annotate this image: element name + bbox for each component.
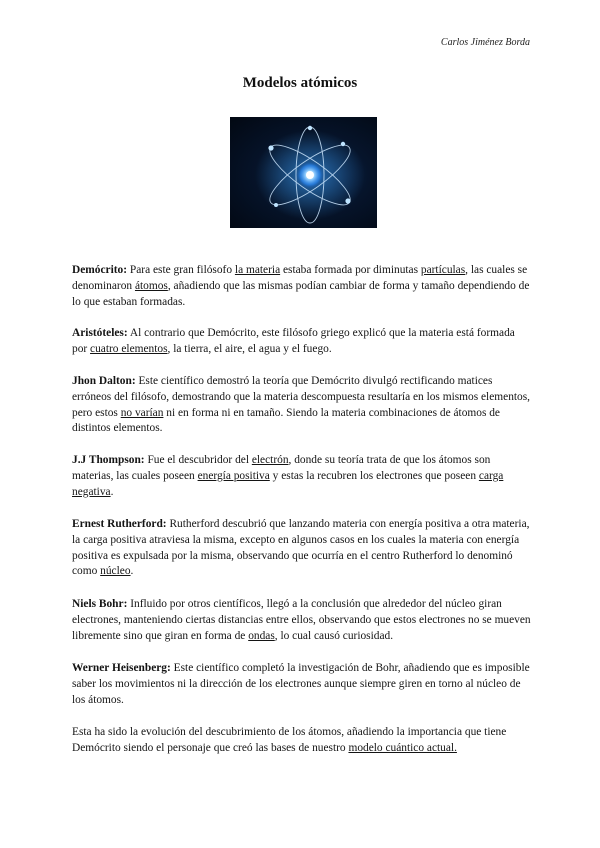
- underlined-term: ondas: [248, 629, 275, 642]
- section-heading: Niels Bohr:: [72, 598, 128, 610]
- paragraph-aristoteles: [72, 326, 532, 358]
- section-heading: Demócrito:: [72, 264, 128, 276]
- underlined-term: modelo cuántico actual.: [348, 741, 457, 754]
- paragraph-text: , donde su teoría trata de que los átomos son materias, las cuales poseen: [72, 454, 491, 482]
- underlined-term: carga negativa: [72, 469, 504, 498]
- paragraph-conclusion: [72, 725, 532, 757]
- paragraph-text: , la tierra, el aire, el agua y el fuego.: [167, 342, 332, 355]
- paragraph-text: .: [110, 485, 114, 498]
- atom-icon: [230, 117, 377, 228]
- section-heading: Werner Heisenberg:: [72, 662, 171, 674]
- paragraph-bohr: [72, 597, 532, 644]
- underlined-term: partículas: [420, 264, 466, 276]
- underlined-term: la materia: [234, 264, 281, 276]
- underlined-term: cuatro elementos: [90, 342, 168, 355]
- paragraph-text: Al contrario que Demócrito, este filósofo griego explicó que la materia está formada por: [72, 327, 515, 355]
- paragraph-text: y estas la recubren los electrones que poseen: [269, 469, 479, 482]
- paragraph-text: , añadiendo que las mismas podían cambiar de forma y tamaño dependiendo de lo que estaban formadas.: [72, 279, 530, 308]
- paragraph-dalton: [72, 374, 532, 437]
- paragraph-heisenberg: [72, 661, 532, 708]
- paragraph-text: , las cuales se denominaron: [72, 264, 528, 292]
- paragraph-text: Influido por otros científicos, llegó a la conclusión que alrededor del núcleo giran electrones, manteniendo ciertas distancias entre ellos, observando que estos electrones no se mueven libremente sino que giran en forma de: [72, 598, 531, 642]
- section-heading: Jhon Dalton:: [72, 375, 136, 387]
- paragraph-text: estaba formada por diminutas: [280, 264, 421, 276]
- underlined-term: energía positiva: [197, 469, 270, 482]
- page-title: Modelos atómicos: [242, 75, 358, 91]
- paragraph-text: .: [130, 565, 134, 578]
- underlined-term: no varían: [120, 406, 164, 419]
- paragraph-democrito: [72, 263, 532, 310]
- paragraph-text: Esta ha sido la evolución del descubrimiento de los átomos, añadiendo la importancia que tiene Demócrito siendo el personaje que creó las bases de nuestro: [72, 726, 507, 754]
- section-heading: Ernest Rutherford:: [72, 518, 167, 530]
- paragraph-rutherford: [72, 517, 532, 580]
- paragraph-text: ni en forma ni en tamaño. Siendo la materia combinaciones de átomos de distintos elementos.: [72, 406, 500, 435]
- paragraph-text: Rutherford descubrió que lanzando materia con energía positiva a otra materia, la carga positiva atraviesa la misma, excepto en algunos casos en los cuales la materia con energía positiva es expulsada por la misma, observando que ocurría en el centro Rutherford lo denominó como: [72, 518, 530, 578]
- section-heading: Aristóteles:: [72, 327, 128, 339]
- underlined-term: átomos: [134, 279, 168, 292]
- paragraph-text: Este científico completó la investigación de Bohr, añadiendo que es imposible saber los movimientos ni la dirección de los electrones aunque siempre giren en torno al núcleo de los átomos.: [72, 662, 530, 706]
- underlined-term: núcleo: [100, 565, 131, 578]
- paragraph-text: Fue el descubridor del: [144, 454, 252, 466]
- section-heading: J.J Thompson:: [72, 454, 145, 466]
- paragraph-text: Este científico demostró la teoría que Demócrito divulgó rectificando matices erróneos del filósofo, demostrando que la materia descompuesta resultaría en los mismos elementos, pero estos: [72, 375, 531, 419]
- paragraph-text: Para este gran filósofo: [127, 264, 235, 276]
- author-name: Carlos Jiménez Borda: [440, 37, 530, 48]
- paragraph-thompson: [72, 453, 532, 500]
- atom-image: [230, 117, 377, 228]
- paragraph-text: , lo cual causó curiosidad.: [274, 629, 394, 642]
- underlined-term: electrón: [251, 454, 289, 466]
